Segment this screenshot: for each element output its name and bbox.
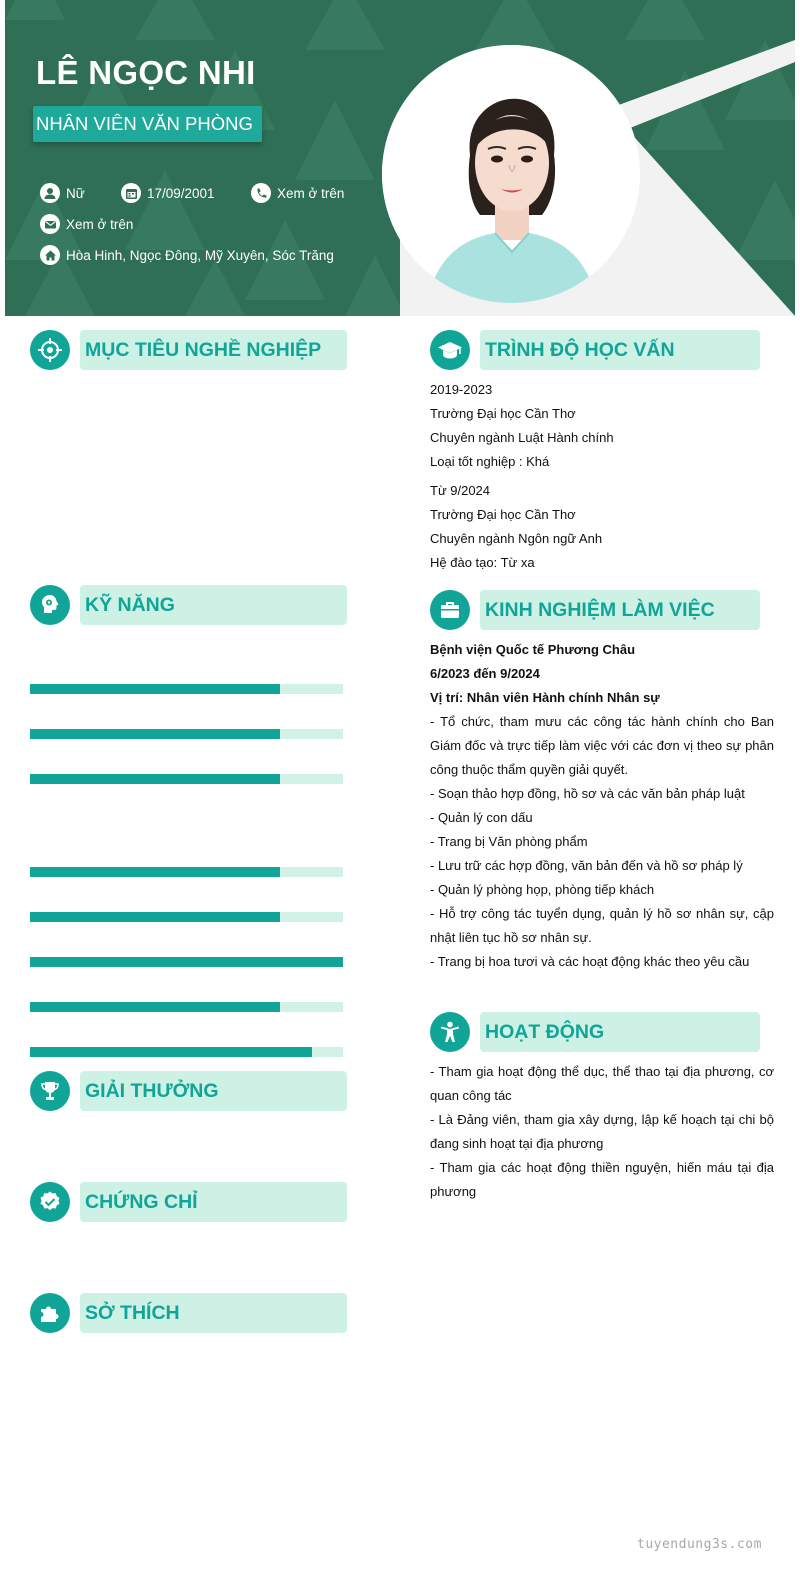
objective-heading: MỤC TIÊU NGHỀ NGHIỆP bbox=[80, 330, 347, 370]
education-major: Chuyên ngành Ngôn ngữ Anh bbox=[430, 531, 603, 546]
awards-heading: GIẢI THƯỞNG bbox=[80, 1071, 347, 1111]
skill-level-bar bbox=[30, 1047, 343, 1057]
skill-level-bar bbox=[30, 684, 343, 694]
skill-level-fill bbox=[30, 867, 280, 877]
experience-position: Vị trí: Nhân viên Hành chính Nhân sự bbox=[430, 690, 660, 705]
skill-level-fill bbox=[30, 1002, 280, 1012]
activity-item: - Tham gia hoạt động thể dục, thể thao tại địa phương, cơ quan công tác bbox=[430, 1064, 774, 1103]
birthday-text: 17/09/2001 bbox=[147, 185, 215, 201]
education-time: Từ 9/2024 bbox=[430, 483, 491, 498]
certificates-heading: CHỨNG CHỈ bbox=[80, 1182, 347, 1222]
person-icon bbox=[430, 1012, 470, 1052]
education-major: Chuyên ngành Luật Hành chính bbox=[430, 430, 614, 445]
badge-check-icon bbox=[30, 1182, 70, 1222]
skill-level-bar bbox=[30, 774, 343, 784]
puzzle-icon bbox=[30, 1293, 70, 1333]
skill-level-fill bbox=[30, 912, 280, 922]
activities-list bbox=[430, 1060, 774, 1204]
briefcase-icon bbox=[430, 590, 470, 630]
experience-duty: - Hỗ trợ công tác tuyển dụng, quản lý hồ sơ nhân sự, cập nhật liên tục hồ sơ nhân sự. bbox=[430, 906, 774, 945]
brain-gear-icon bbox=[30, 585, 70, 625]
home-icon bbox=[40, 245, 60, 265]
calendar-icon bbox=[121, 183, 141, 203]
job-title-badge: NHÂN VIÊN VĂN PHÒNG bbox=[33, 106, 262, 142]
skill-level-bar bbox=[30, 1002, 343, 1012]
education-note: Loại tốt nghiệp : Khá bbox=[430, 454, 550, 469]
experience-duty: - Tổ chức, tham mưu các công tác hành chính cho Ban Giám đốc và trực tiếp làm việc với các đơn vị theo sự phân công thuộc thẩm quyền giải quyết. bbox=[430, 714, 774, 777]
skill-level-fill bbox=[30, 684, 280, 694]
experience-entry bbox=[430, 638, 774, 974]
experience-heading: KINH NGHIỆM LÀM VIỆC bbox=[480, 590, 760, 630]
user-icon bbox=[40, 183, 60, 203]
education-entry-2 bbox=[430, 479, 774, 575]
education-time: 2019-2023 bbox=[430, 382, 493, 397]
activity-item: - Tham gia các hoạt động thiền nguyện, hiến máu tại địa phương bbox=[430, 1160, 774, 1199]
experience-duty: - Quản lý phòng họp, phòng tiếp khách bbox=[430, 882, 655, 897]
education-school: Trường Đại học Cần Thơ bbox=[430, 507, 576, 522]
profile-photo bbox=[382, 45, 640, 303]
hobbies-heading: SỞ THÍCH bbox=[80, 1293, 347, 1333]
birthday-info bbox=[121, 183, 215, 203]
education-heading: TRÌNH ĐỘ HỌC VẤN bbox=[480, 330, 760, 370]
activity-item: - Là Đảng viên, tham gia xây dựng, lập kế hoạch tại chi bộ đang sinh hoạt tại địa phương bbox=[430, 1112, 774, 1151]
graduation-cap-icon bbox=[430, 330, 470, 370]
skills-heading: KỸ NĂNG bbox=[80, 585, 347, 625]
phone-info bbox=[251, 183, 344, 203]
experience-duty: - Quản lý con dấu bbox=[430, 810, 533, 825]
candidate-name: LÊ NGỌC NHI bbox=[36, 54, 256, 91]
watermark: tuyendung3s.com bbox=[637, 1537, 762, 1552]
activities-heading: HOẠT ĐỘNG bbox=[480, 1012, 760, 1052]
skill-level-bar bbox=[30, 867, 343, 877]
experience-duty: - Trang bị Văn phòng phẩm bbox=[430, 834, 588, 849]
gender-text: Nữ bbox=[66, 185, 85, 201]
phone-icon bbox=[251, 183, 271, 203]
email-info bbox=[40, 214, 133, 234]
envelope-icon bbox=[40, 214, 60, 234]
address-info bbox=[40, 245, 334, 265]
skill-level-fill bbox=[30, 729, 280, 739]
skill-level-fill bbox=[30, 1047, 312, 1057]
education-school: Trường Đại học Cần Thơ bbox=[430, 406, 576, 421]
experience-duty: - Soạn thảo hợp đồng, hồ sơ và các văn bản pháp luật bbox=[430, 786, 745, 801]
experience-period: 6/2023 đến 9/2024 bbox=[430, 666, 540, 681]
education-entry-1 bbox=[430, 378, 774, 474]
experience-company: Bệnh viện Quốc tế Phương Châu bbox=[430, 642, 636, 657]
experience-duty: - Trang bị hoa tươi và các hoạt động khác theo yêu cầu bbox=[430, 954, 750, 969]
gender-info bbox=[40, 183, 85, 203]
portrait-illustration bbox=[382, 45, 640, 303]
skill-level-bar bbox=[30, 729, 343, 739]
skill-level-bar bbox=[30, 957, 343, 967]
skill-level-bar bbox=[30, 912, 343, 922]
target-icon bbox=[30, 330, 70, 370]
skill-level-fill bbox=[30, 774, 280, 784]
education-note: Hệ đào tạo: Từ xa bbox=[430, 555, 535, 570]
phone-text: Xem ở trên bbox=[277, 185, 345, 201]
address-text: Hòa Hinh, Ngọc Đông, Mỹ Xuyên, Sóc Trăng bbox=[66, 247, 334, 263]
email-text: Xem ở trên bbox=[66, 216, 134, 232]
experience-duty: - Lưu trữ các hợp đồng, văn bản đến và hồ sơ pháp lý bbox=[430, 858, 743, 873]
skill-level-fill bbox=[30, 957, 343, 967]
trophy-icon bbox=[30, 1071, 70, 1111]
